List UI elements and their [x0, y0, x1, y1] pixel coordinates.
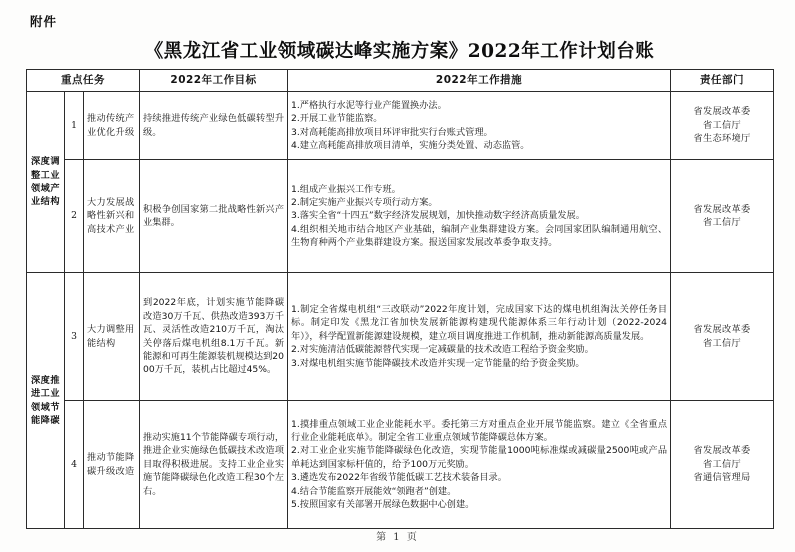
dept-item: 省工信厅	[703, 217, 741, 228]
task-name: 推动传统产业优化升级	[84, 92, 140, 160]
table-row	[27, 273, 774, 401]
measure-item: 1.制定全省煤电机组“三改联动”2022年度计划，完成国家下达的煤电机组淘汰关停任务目标。制定印发《黑龙江省加快发展新能源构建现代能源体系三年行动计划（2022-2024年）》，科学配置新能源建设规模，建立项目调度推进工作机制，推动新能源高质量发展。	[291, 304, 668, 342]
measure-item: 4.建立高耗能高排放项目清单，实施分类处置、动态监管。	[291, 139, 530, 151]
responsible-dept	[671, 401, 774, 529]
measures-list	[288, 160, 671, 273]
responsible-dept	[671, 92, 774, 160]
goal-text: 积极争创国家第二批战略性新兴产业集群。	[140, 160, 288, 273]
measure-item: 4.结合节能监察开展能效“领跑者”创建。	[291, 485, 457, 497]
column-header-key-task: 重点任务	[27, 70, 140, 92]
measure-item: 4.组织相关地市结合地区产业基础，编制产业集群建设方案。会同国家团队编制通用航空、生物育种两个产业集群建设方案。报送国家发展改革委争取支持。	[291, 223, 668, 249]
measure-item: 2.开展工业节能监察。	[291, 113, 383, 125]
table-row	[27, 160, 774, 273]
goal-text: 持续推进传统产业绿色低碳转型升级。	[140, 92, 288, 160]
measure-item: 5.按照国家有关部署开展绿色数据中心创建。	[291, 498, 475, 510]
measures-list	[288, 401, 671, 529]
task-name: 大力调整用能结构	[84, 273, 140, 401]
page-footer: 第 1 页	[376, 532, 419, 543]
column-header-goal: 2022年工作目标	[140, 70, 288, 92]
measure-item: 3.遴选发布2022年省级节能低碳工艺技术装备目录。	[291, 472, 507, 484]
row-number: 4	[65, 401, 84, 529]
measure-item: 1.严格执行水泥等行业产能置换办法。	[291, 99, 447, 111]
responsible-dept	[671, 273, 774, 401]
task-name: 大力发展战略性新兴和高技术产业	[84, 160, 140, 273]
dept-item: 省发展改革委	[693, 203, 751, 215]
column-header-measures: 2022年工作措施	[288, 70, 671, 92]
table-body	[27, 92, 774, 529]
measure-item: 3.对高耗能高排放项目环评审批实行台账式管理。	[291, 126, 493, 138]
row-number: 2	[65, 160, 84, 273]
dept-item: 省发展改革委	[693, 106, 751, 118]
row-number: 3	[65, 273, 84, 401]
measure-item: 1.组成产业振兴工作专班。	[291, 183, 401, 195]
goal-text: 推动实施11个节能降碳专项行动，推进企业实施绿色低碳技术改造项目取得积极进展。支持工业企业实施节能降碳绿色化改造工程30个左右。	[140, 401, 288, 529]
measure-item: 3.对煤电机组实施节能降碳技术改造并实现一定节能量的给予资金奖励。	[291, 357, 585, 369]
dept-item: 省发展改革委	[693, 445, 751, 457]
measures-list	[288, 273, 671, 401]
attachment-label: 附件	[30, 14, 58, 29]
responsible-dept	[671, 160, 774, 273]
table-row	[27, 401, 774, 529]
measure-item: 2.对实施清洁低碳能源替代实现一定减碳量的技术改造工程给予资金奖励。	[291, 344, 594, 356]
measures-list	[288, 92, 671, 160]
category-cell: 深度调整工业领域产业结构	[27, 92, 65, 273]
measure-item: 2.制定实施产业振兴专项行动方案。	[291, 196, 438, 208]
row-number: 1	[65, 92, 84, 160]
task-name: 推动节能降碳升级改造	[84, 401, 140, 529]
dept-item: 省工信厅	[703, 337, 741, 349]
work-plan-ledger-table	[26, 69, 774, 529]
table-row	[27, 92, 774, 160]
dept-item: 省生态环境厅	[693, 133, 751, 145]
table-header-row	[27, 70, 774, 92]
dept-item: 省通信管理局	[693, 472, 751, 484]
measure-item: 3.落实全省“十四五”数字经济发展规划，加快推动数字经济高质量发展。	[291, 210, 585, 222]
page-title: 《黑龙江省工业领域碳达峰实施方案》2022年工作计划台账	[144, 41, 655, 62]
dept-item: 省工信厅	[703, 458, 741, 470]
dept-item: 省发展改革委	[693, 324, 751, 336]
category-cell: 深度推进工业领域节能降碳	[27, 273, 65, 529]
measure-item: 2.对工业企业实施节能降碳绿色化改造，实现节能量1000吨标准煤或减碳量2500吨或产品单耗达到国家标杆值的，给予100万元奖励。	[291, 445, 668, 470]
column-header-dept: 责任部门	[671, 70, 774, 92]
dept-item: 省工信厅	[703, 119, 741, 131]
measure-item: 1.摸排重点领域工业企业能耗水平。委托第三方对重点企业开展节能监察。建立《全省重点行业企业能耗底单》。制定全省工业重点领域节能降碳总体方案。	[291, 418, 668, 444]
goal-text: 到2022年底，计划实施节能降碳改造30万千瓦、供热改造393万千瓦、灵活性改造210万千瓦，淘汰关停落后煤电机组8.1万千瓦。新能源和可再生能源装机规模达到2000万千瓦，装机占比超过45%。	[140, 273, 288, 401]
